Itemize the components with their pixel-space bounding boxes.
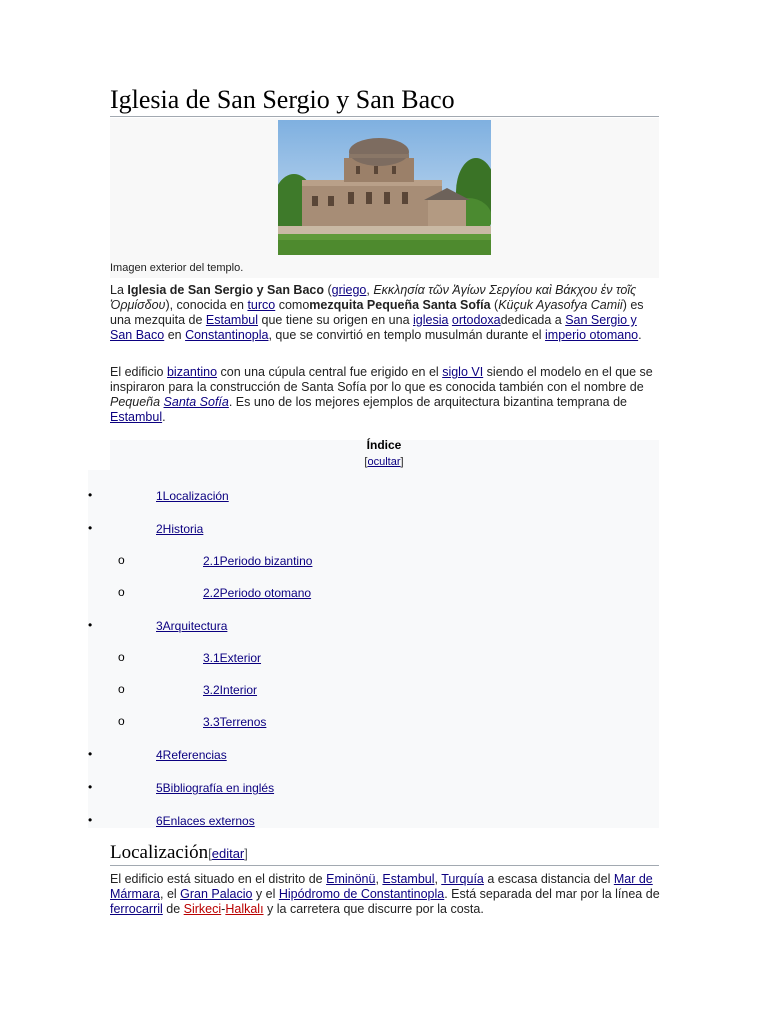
link-turquia[interactable]: Turquía bbox=[441, 872, 484, 886]
list-bullet-sub: o bbox=[118, 650, 125, 664]
link-mar-de-marmara[interactable]: Mar de Mármara bbox=[110, 872, 653, 901]
toc-title: Índice bbox=[366, 438, 402, 452]
toc-item-enlaces-externos[interactable]: 6Enlaces externos bbox=[156, 814, 255, 828]
toc-item-referencias[interactable]: 4Referencias bbox=[156, 748, 227, 762]
text: en bbox=[164, 328, 186, 342]
link-halkali[interactable]: Halkalı bbox=[225, 902, 264, 916]
bold-title: Iglesia de San Sergio y San Baco bbox=[127, 283, 324, 297]
link-estambul-3[interactable]: Estambul bbox=[382, 872, 435, 886]
toc-item-historia[interactable]: 2Historia bbox=[156, 522, 204, 536]
toc-item-localizacion[interactable]: 1Localización bbox=[156, 489, 229, 503]
edit-link[interactable]: editar bbox=[211, 846, 245, 861]
section-heading-localizacion bbox=[110, 842, 659, 866]
link-santa-sofia[interactable]: Santa Sofía bbox=[163, 395, 229, 409]
link-bizantino[interactable]: bizantino bbox=[166, 365, 218, 379]
text: , bbox=[434, 872, 442, 886]
text: y la carretera que discurre por la costa. bbox=[263, 902, 484, 916]
link-estambul[interactable]: Estambul bbox=[205, 313, 259, 327]
toc-toggle bbox=[0, 456, 768, 468]
list-bullet-sub: o bbox=[118, 553, 125, 567]
toc-item-arquitectura[interactable]: 3Arquitectura bbox=[156, 619, 228, 633]
bracket: ] bbox=[244, 846, 248, 861]
page-title: Iglesia de San Sergio y San Baco bbox=[110, 83, 659, 117]
localizacion-paragraph bbox=[110, 872, 660, 917]
toc-item-periodo-otomano[interactable]: 2.2Periodo otomano bbox=[203, 586, 312, 600]
church-photo[interactable] bbox=[278, 120, 491, 255]
text: y el bbox=[252, 887, 279, 901]
link-eminonu[interactable]: Eminönü bbox=[326, 872, 376, 886]
text: El edificio bbox=[110, 365, 167, 379]
toc-item-terrenos[interactable]: 3.3Terrenos bbox=[203, 715, 267, 729]
edit-section bbox=[208, 846, 248, 861]
text: como bbox=[275, 298, 310, 312]
text: ( bbox=[490, 298, 499, 312]
bracket: ] bbox=[400, 456, 404, 468]
list-bullet: • bbox=[88, 488, 93, 502]
text: con una cúpula central fue erigido en el bbox=[217, 365, 443, 379]
link-siglo-vi[interactable]: siglo VI bbox=[442, 365, 484, 379]
text: El edificio está situado en el distrito de bbox=[110, 872, 327, 886]
link-ortodoxa[interactable]: ortodoxa bbox=[451, 313, 501, 327]
thumbnail-frame bbox=[110, 118, 659, 278]
italic-text: Pequeña bbox=[110, 395, 164, 409]
text: siendo el modelo en el que se inspiraron para la construcción de Santa Sofía por lo que es conocida también con el nombre de bbox=[110, 365, 653, 394]
text: . Está separada del mar por la línea de bbox=[444, 887, 660, 901]
list-bullet: • bbox=[88, 780, 93, 794]
link-imperio-otomano[interactable]: imperio otomano bbox=[545, 328, 639, 342]
list-bullet: • bbox=[88, 618, 93, 632]
text: de bbox=[162, 902, 184, 916]
text: . bbox=[162, 410, 166, 424]
text: dedicada a bbox=[500, 313, 566, 327]
bracket: [ bbox=[364, 456, 368, 468]
text: La bbox=[110, 283, 128, 297]
list-bullet-sub: o bbox=[118, 714, 125, 728]
link-ferrocarril[interactable]: ferrocarril bbox=[110, 902, 163, 916]
toc-item-periodo-bizantino[interactable]: 2.1Periodo bizantino bbox=[203, 554, 313, 568]
text: . Es uno de los mejores ejemplos de arquitectura bizantina temprana de bbox=[228, 395, 628, 409]
image-caption: Imagen exterior del templo. bbox=[110, 262, 244, 274]
link-constantinopla[interactable]: Constantinopla bbox=[185, 328, 269, 342]
text: ) es una mezquita de bbox=[110, 298, 644, 327]
link-gran-palacio[interactable]: Gran Palacio bbox=[180, 887, 253, 901]
text: , que se convirtió en templo musulmán durante el bbox=[268, 328, 546, 342]
list-bullet-sub: o bbox=[118, 682, 125, 696]
text: , bbox=[366, 283, 374, 297]
list-bullet: • bbox=[88, 521, 93, 535]
link-estambul-2[interactable]: Estambul bbox=[110, 410, 163, 424]
text: a escasa distancia del bbox=[483, 872, 614, 886]
text: ( bbox=[324, 283, 332, 297]
list-bullet: • bbox=[88, 813, 93, 827]
turkish-name: Küçuk Ayasofya Camii bbox=[498, 298, 623, 312]
link-sirkeci[interactable]: Sirkeci bbox=[183, 902, 222, 916]
link-turco[interactable]: turco bbox=[247, 298, 276, 312]
bracket: [ bbox=[208, 846, 212, 861]
text: , bbox=[375, 872, 383, 886]
bold-mosque-name: mezquita Pequeña Santa Sofía bbox=[309, 298, 491, 312]
link-iglesia[interactable]: iglesia bbox=[413, 313, 449, 327]
intro-paragraph bbox=[110, 283, 660, 343]
text: - bbox=[221, 902, 226, 916]
link-hipodromo[interactable]: Hipódromo de Constantinopla bbox=[278, 887, 445, 901]
list-bullet: • bbox=[88, 747, 93, 761]
text: , el bbox=[160, 887, 181, 901]
toc-hide-link[interactable]: ocultar bbox=[367, 456, 401, 468]
second-paragraph bbox=[110, 365, 660, 425]
toc-item-exterior[interactable]: 3.1Exterior bbox=[203, 651, 262, 665]
toc-item-interior[interactable]: 3.2Interior bbox=[203, 683, 258, 697]
list-bullet-sub: o bbox=[118, 585, 125, 599]
text: que tiene su origen en una bbox=[258, 313, 413, 327]
section-heading-text: Localización bbox=[110, 842, 209, 863]
link-san-sergio-y-san-baco[interactable]: San Sergio y San Baco bbox=[110, 313, 637, 342]
link-griego[interactable]: griego bbox=[331, 283, 367, 297]
text: ), conocida en bbox=[165, 298, 248, 312]
greek-name: Εκκλησία τῶν Ἁγίων Σεργίου καὶ Βάκχου ἐν τοῖς Ὁρμίσδου bbox=[110, 283, 637, 312]
text: . bbox=[638, 328, 642, 342]
toc-item-bibliografia[interactable]: 5Bibliografía en inglés bbox=[156, 781, 275, 795]
